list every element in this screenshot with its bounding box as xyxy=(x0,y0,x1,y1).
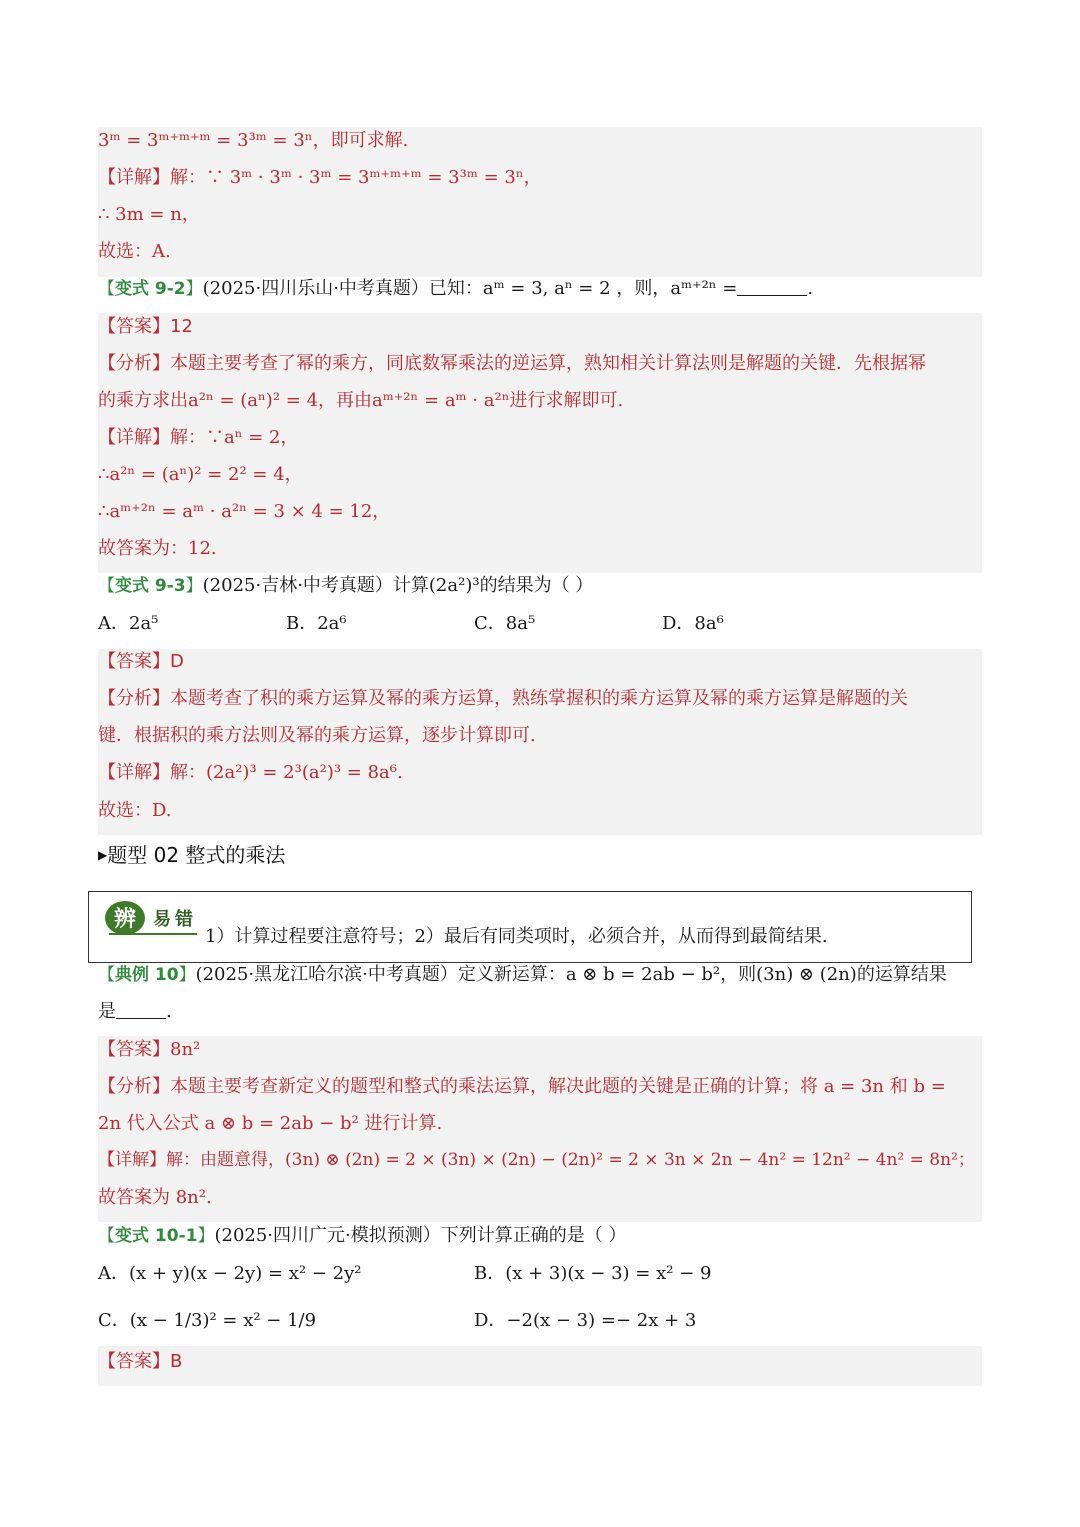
answer-value: 8n² xyxy=(170,1039,201,1060)
analysis-9-3-line-2: 键．根据积的乘方法则及幂的乘方运算，逐步计算即可. xyxy=(98,725,536,746)
solution-choice: 故选：A. xyxy=(98,241,171,262)
answer-10-1 xyxy=(98,1343,182,1380)
svg-text:辨: 辨 xyxy=(113,906,137,932)
solution-line-1: 3ᵐ = 3ᵐ⁺ᵐ⁺ᵐ = 3³ᵐ = 3ⁿ，即可求解. xyxy=(98,130,409,151)
solution-line-3: ∴ 3m = n， xyxy=(98,204,200,225)
example-tag-10: 【典例 10】 xyxy=(98,965,196,985)
detail-9-2-line-2: ∴a²ⁿ = (aⁿ)² = 2² = 4， xyxy=(98,464,303,485)
variant-tag-9-2: 【变式 9-2】 xyxy=(98,279,203,299)
answer-9-3 xyxy=(98,643,184,680)
detail-text: 解：∵ 3ᵐ · 3ᵐ · 3ᵐ = 3ᵐ⁺ᵐ⁺ᵐ = 3³ᵐ = 3ⁿ， xyxy=(170,167,542,188)
detail-text: 解：由题意得，(3n) ⊗ (2n) = 2 × (3n) × (2n) − (2n)² = 2 × 3n × 2n − 4n² = 12n² − 4n² = 8n²； xyxy=(166,1150,975,1170)
svg-text:易: 易 xyxy=(153,909,171,930)
answer-blank xyxy=(737,273,807,296)
question-10-1 xyxy=(98,1217,626,1254)
detail-line xyxy=(98,159,542,196)
answer-label: 【答案】 xyxy=(98,1039,170,1060)
analysis-text: 本题主要考查了幂的乘方，同底数幂乘法的逆运算，熟知相关计算法则是解题的关键．先根据幂 xyxy=(170,353,926,374)
option-c: C．(x − 1/3)² = x² − 1/9 xyxy=(98,1310,317,1331)
analysis-text: 本题考查了积的乘方运算及幂的乘方运算，熟练掌握积的乘方运算及幂的乘方运算是解题的关 xyxy=(170,688,908,709)
answer-blank xyxy=(116,996,166,1019)
example-10-text: (2025·黑龙江哈尔滨·中考真题）定义新运算：a ⊗ b = 2ab − b²，则(3n) ⊗ (2n)的运算结果 xyxy=(195,964,947,985)
triangle-marker-icon: ▶ xyxy=(98,848,108,862)
answer-label: 【答案】 xyxy=(98,316,170,337)
question-10-1-text: (2025·四川广元·模拟预测）下列计算正确的是（ ） xyxy=(214,1225,627,1246)
answer-shade-5 xyxy=(98,1346,982,1386)
example-10-line-2: 是 . xyxy=(98,993,172,1030)
conclusion-10: 故答案为 8n². xyxy=(98,1187,212,1208)
conclusion-9-3: 故选：D. xyxy=(98,800,172,821)
answer-9-2 xyxy=(98,308,193,345)
detail-text: 解：∵aⁿ = 2， xyxy=(170,427,299,448)
option-c: C．8a⁵ xyxy=(474,613,536,634)
question-9-2: 【变式 9-2】(2025·四川乐山·中考真题）已知：aᵐ = 3, aⁿ = 2 ，则，aᵐ⁺²ⁿ = . xyxy=(98,270,813,307)
option-d: D．8a⁶ xyxy=(662,613,724,634)
option-a: A．(x + y)(x − 2y) = x² − 2y² xyxy=(98,1263,362,1284)
option-a: A．2a⁵ xyxy=(98,613,159,634)
mistakes-logo xyxy=(101,898,197,938)
svg-text:错: 错 xyxy=(175,909,193,930)
analysis-9-2-line-1 xyxy=(98,345,926,382)
answer-10 xyxy=(98,1031,200,1068)
analysis-9-2-line-2: 的乘方求出a²ⁿ = (aⁿ)² = 4，再由aᵐ⁺²ⁿ = aᵐ · a²ⁿ进行求解即可. xyxy=(98,390,624,411)
option-d: D．−2(x − 3) =− 2x + 3 xyxy=(474,1310,697,1331)
example-10-line-1 xyxy=(98,956,947,993)
detail-10 xyxy=(98,1142,975,1179)
option-b: B．(x + 3)(x − 3) = x² − 9 xyxy=(474,1263,712,1284)
mistakes-text: 1）计算过程要注意符号；2）最后有同类项时，必须合并，从而得到最简结果. xyxy=(205,926,828,947)
detail-label: 【详解】 xyxy=(98,1150,166,1170)
question-9-3 xyxy=(98,567,593,604)
variant-tag-9-3: 【变式 9-3】 xyxy=(98,576,203,596)
answer-value: B xyxy=(170,1351,183,1372)
detail-label: 【详解】 xyxy=(98,762,170,783)
analysis-label: 【分析】 xyxy=(98,353,170,374)
detail-label: 【详解】 xyxy=(98,167,170,188)
analysis-label: 【分析】 xyxy=(98,1076,170,1097)
detail-text: 解：(2a²)³ = 2³(a²)³ = 8a⁶. xyxy=(170,762,403,783)
analysis-text: 本题主要考查新定义的题型和整式的乘法运算，解决此题的关键是正确的计算；将 a = 3n 和 b = xyxy=(170,1076,946,1097)
answer-label: 【答案】 xyxy=(98,651,170,672)
analysis-9-3-line-1 xyxy=(98,680,908,717)
analysis-10-line-2: 2n 代入公式 a ⊗ b = 2ab − b² 进行计算. xyxy=(98,1113,443,1134)
answer-value: 12 xyxy=(170,316,193,337)
variant-tag-10-1: 【变式 10-1】 xyxy=(98,1226,215,1246)
question-9-3-text: (2025·吉林·中考真题）计算(2a²)³的结果为（ ） xyxy=(202,575,594,596)
common-mistakes-box xyxy=(88,891,972,963)
detail-9-2-line-3: ∴aᵐ⁺²ⁿ = aᵐ · a²ⁿ = 3 × 4 = 12， xyxy=(98,501,391,522)
option-b: B．2a⁶ xyxy=(286,613,347,634)
question-9-2-text: (2025·四川乐山·中考真题）已知：aᵐ = 3, aⁿ = 2 ，则，aᵐ⁺²ⁿ = xyxy=(202,278,738,299)
analysis-label: 【分析】 xyxy=(98,688,170,709)
detail-9-3 xyxy=(98,754,403,791)
section-title: ▶题型 02 整式的乘法 xyxy=(98,843,286,867)
analysis-10-line-1 xyxy=(98,1068,946,1105)
answer-value: D xyxy=(170,651,184,672)
detail-9-2-line-1 xyxy=(98,419,299,456)
answer-label: 【答案】 xyxy=(98,1351,170,1372)
detail-label: 【详解】 xyxy=(98,427,170,448)
conclusion-9-2: 故答案为：12. xyxy=(98,538,217,559)
